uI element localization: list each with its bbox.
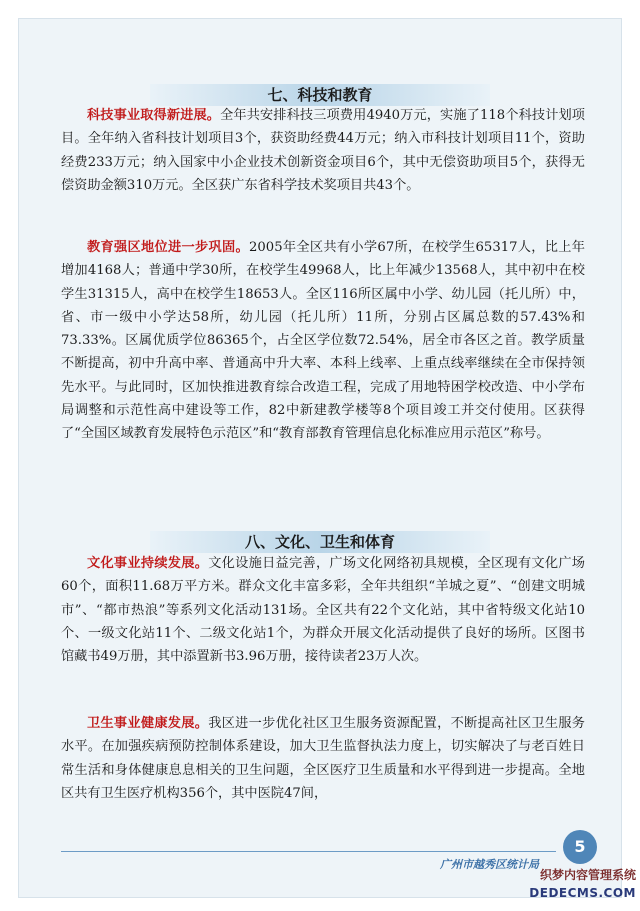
paragraph-science — [61, 104, 585, 197]
paragraph-lead: 教育强区地位进一步巩固。 — [87, 240, 250, 255]
watermark-line1: 织梦内容管理系统 — [539, 868, 636, 882]
page-number-badge: 5 — [563, 830, 597, 864]
paragraph-health — [61, 712, 585, 805]
footer-org-name: 广州市越秀区统计局 — [440, 858, 539, 871]
paragraph-lead: 卫生事业健康发展。 — [87, 716, 209, 731]
footer-divider — [61, 851, 556, 852]
section-title-culture-health: 八、文化、卫生和体育 — [150, 531, 490, 553]
paragraph-education — [61, 236, 585, 446]
paragraph-text: 全年共安排科技三项费用4940万元，实施了118个科技计划项目。全年纳入省科技计划项目3个，获资助经费44万元；纳入市科技计划项目11个，资助经费233万元；纳入国家中小企业技术创新资金项目6个，其中无偿资助项目5个，获得无偿资助金额310万元。全区获广东省科学技术奖项目共43个。 — [61, 108, 585, 193]
section-title-science-education: 七、科技和教育 — [150, 84, 490, 106]
paragraph-text: 文化设施日益完善，广场文化网络初具规模，全区现有文化广场60个，面积11.68万平方米。群众文化丰富多彩，全年共组织“羊城之夏”、“创建文明城市”、“都市热浪”等系列文化活动131场。全区共有22个文化站，其中省特级文化站10个、一级文化站11个、二级文化站1个，为群众开展文化活动提供了良好的场所。区图书馆藏书49万册，其中添置新书3.96万册，接待读者23万人次。 — [61, 556, 585, 665]
paragraph-text: 我区进一步优化社区卫生服务资源配置，不断提高社区卫生服务水平。在加强疾病预防控制体系建设，加大卫生监督执法力度上，切实解决了与老百姓日常生活和身体健康息息相关的卫生问题，全区医疗卫生质量和水平得到进一步提高。全地区共有卫生医疗机构356个，其中医院47间， — [61, 716, 585, 801]
paragraph-culture — [61, 552, 585, 668]
watermark-line2: DEDECMS.COM — [529, 886, 636, 900]
paragraph-lead: 科技事业取得新进展。 — [87, 108, 221, 123]
paragraph-text: 2005年全区共有小学67所，在校学生65317人，比上年增加4168人；普通中学30所，在校学生49968人，比上年减少13568人，其中初中在校学生31315人，高中在校学生18653人。全区116所区属中小学、幼儿园（托儿所）中，省、市一级中小学达58所，幼儿园（托儿所）11所，分别占区属总数的57.43%和73.33%。区属优质学位86365个，占全区学位数72.54%，居全市各区之首。教学质量不断提高，初中升高中率、普通高中升大率、本科上线率、上重点线率继续在全市保持领先水平。与此同时，区加快推进教育综合改造工程，完成了用地特困学校改造、中小学布局调整和示范性高中建设等工作，82中新建教学楼等8个项目竣工并交付使用。区获得了“全国区域教育发展特色示范区”和“教育部教育管理信息化标准应用示范区”称号。 — [61, 240, 585, 442]
watermark — [512, 866, 636, 906]
paragraph-lead: 文化事业持续发展。 — [87, 556, 209, 571]
